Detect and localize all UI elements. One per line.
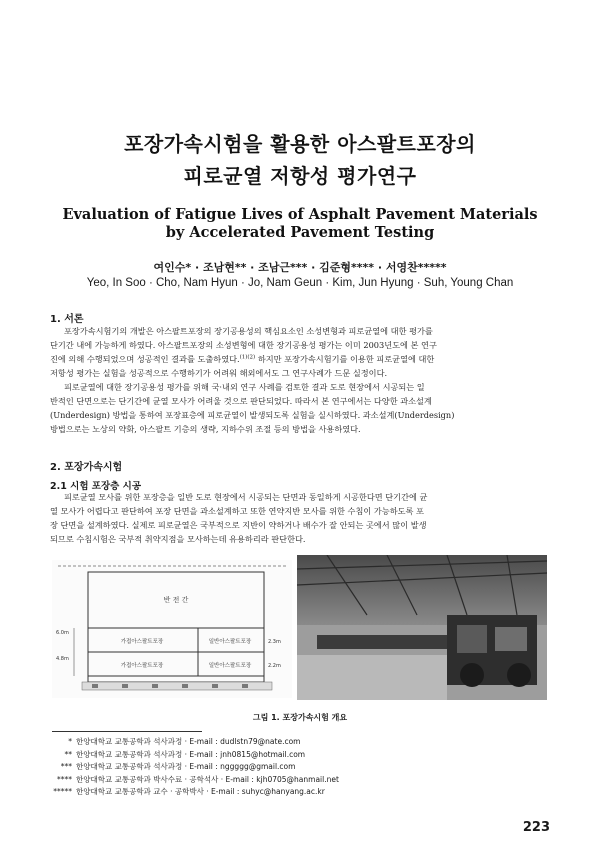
- cell-label: 일반아스팔트포장: [208, 639, 252, 645]
- machine-panel: [495, 627, 527, 651]
- body-line: (Underdesign) 방법을 통하여 포장표층에 피로균열이 발생되도록 실험을 실시하였다. 과소설계(Underdesign): [50, 410, 455, 420]
- section-2-1-body: [50, 490, 550, 546]
- body-text: 진에 의해 수행되었으며 성공적인 결과를 도출하였다.: [50, 354, 240, 364]
- footnote-text: 한양대학교 교통공학과 박사수료 · 공학석사 · E-mail : kjh0705@hanmail.net: [76, 774, 339, 784]
- body-line: 저항성 평가는 실험을 성공적으로 수행하기가 어려워 해외에서도 그 연구사례가 드문 실정이다.: [50, 368, 388, 378]
- footnote-text: 한양대학교 교통공학과 석사과정 · E-mail : nggggg@gmail.com: [76, 762, 296, 771]
- dimension-label: 2.2m: [268, 663, 281, 669]
- figure-caption: 그림 1. 포장가속시험 개요: [252, 713, 348, 722]
- page-number: 223: [522, 820, 550, 835]
- footnote-text: 한양대학교 교통공학과 교수 · 공학박사 · E-mail : suhyc@hanyang.ac.kr: [76, 787, 325, 796]
- body-line: 장 단면을 설계하였다. 실제로 피로균열은 국부적으로 지반이 약하거나 배수가 잘 안되는 곳에서 많이 발생: [50, 520, 427, 530]
- body-line: 되므로 수침시험은 국부적 취약지점을 모사하는데 유용하리라 판단한다.: [50, 534, 306, 544]
- footnote-item: [48, 774, 448, 787]
- label-top-area: 반 전 간: [163, 596, 189, 604]
- footnote-rule: [52, 731, 202, 732]
- footnote-mark: *****: [53, 787, 72, 796]
- section-1-body: [50, 324, 550, 436]
- authors-english: Yeo, In Soo · Cho, Nam Hyun · Jo, Nam Geun · Kim, Jun Hyung · Suh, Young Chan: [86, 277, 514, 289]
- footnotes: [48, 736, 448, 799]
- body-line: [50, 352, 550, 366]
- section-2-1-heading: 2.1 시험 포장층 시공: [50, 481, 141, 492]
- dimension-label: 6.0m: [56, 630, 69, 636]
- body-line: 포장가속시험기의 개발은 아스팔트포장의 장기공용성의 핵심요소인 소성변형과 피로균열에 대한 평가를: [64, 326, 433, 336]
- footnote-mark: ****: [57, 774, 72, 784]
- english-title-line-2: by Accelerated Pavement Testing: [165, 224, 435, 241]
- pavement-section: [297, 655, 447, 700]
- body-line: 반적인 단면으로는 단기간에 균열 모사가 어려울 것으로 판단되었다. 따라서 본 연구에서는 다양한 과소설계: [50, 396, 432, 406]
- footnote-mark: **: [64, 749, 72, 759]
- footnote-item: [48, 736, 448, 749]
- machine-panel: [457, 625, 487, 653]
- cell-label: 가접아스팔트포장: [120, 663, 164, 669]
- footnote-text: 한양대학교 교통공학과 석사과정 · E-mail : dudlstn79@nate.com: [76, 737, 301, 746]
- machine-wheel: [507, 663, 531, 687]
- apt-facility-photo: [297, 555, 547, 700]
- pavement-layout-diagram: [52, 560, 292, 698]
- reference-marker: (1)(2): [239, 354, 256, 361]
- dimension-label: 4.8m: [56, 656, 69, 662]
- korean-title-line-1: 포장가속시험을 활용한 아스팔트포장의: [124, 132, 476, 156]
- machine-wheel: [460, 663, 484, 687]
- authors-korean: 여인수* · 조남현** · 조남근*** · 김준형**** · 서영찬*****: [153, 261, 447, 274]
- body-text: 하지만 포장가속시험기를 이용한 피로균열에 대한: [255, 354, 435, 364]
- footnote-text: 한양대학교 교통공학과 석사과정 · E-mail : jnh0815@hotmail.com: [76, 749, 306, 759]
- body-line: 피로균열에 대한 장기공용성 평가를 위해 국·내외 연구 사례를 검토한 결과 도로 현장에서 시공되는 일: [64, 382, 425, 392]
- english-title-line-1: Evaluation of Fatigue Lives of Asphalt Pavement Materials: [62, 206, 538, 223]
- footnote-item: [48, 761, 448, 774]
- body-line: 단기간 내에 가능하게 하였다. 아스팔트포장의 소성변형에 대한 장기공용성 평가는 이미 2003년도에 본 연구: [50, 340, 437, 350]
- korean-title-line-2: 피로균열 저항성 평가연구: [183, 164, 417, 188]
- section-1-heading: 1. 서론: [50, 314, 84, 325]
- footnote-item: [48, 749, 448, 762]
- footnote-item: [48, 786, 448, 799]
- cell-label: 가접아스팔트포장: [120, 639, 164, 645]
- footnote-mark: ***: [60, 762, 72, 771]
- section-2-heading: 2. 포장가속시험: [50, 462, 123, 473]
- dimension-label: 2.3m: [268, 639, 281, 645]
- body-line: 열 모사가 어렵다고 판단하여 포장 단면을 과소설계하고 또한 연약지반 모사를 위한 수침이 가능하도록 포: [50, 506, 424, 516]
- body-line: 방법으로는 노상의 약화, 아스팔트 기층의 생략, 지하수위 조절 등의 방법을 사용하였다.: [50, 424, 361, 434]
- footnote-mark: *: [68, 737, 72, 746]
- cell-label: 일반아스팔트포장: [208, 663, 252, 669]
- body-line: 피로균열 모사를 위한 포장층을 일반 도로 현장에서 시공되는 단면과 동일하게 시공한다면 단기간에 균: [64, 492, 428, 502]
